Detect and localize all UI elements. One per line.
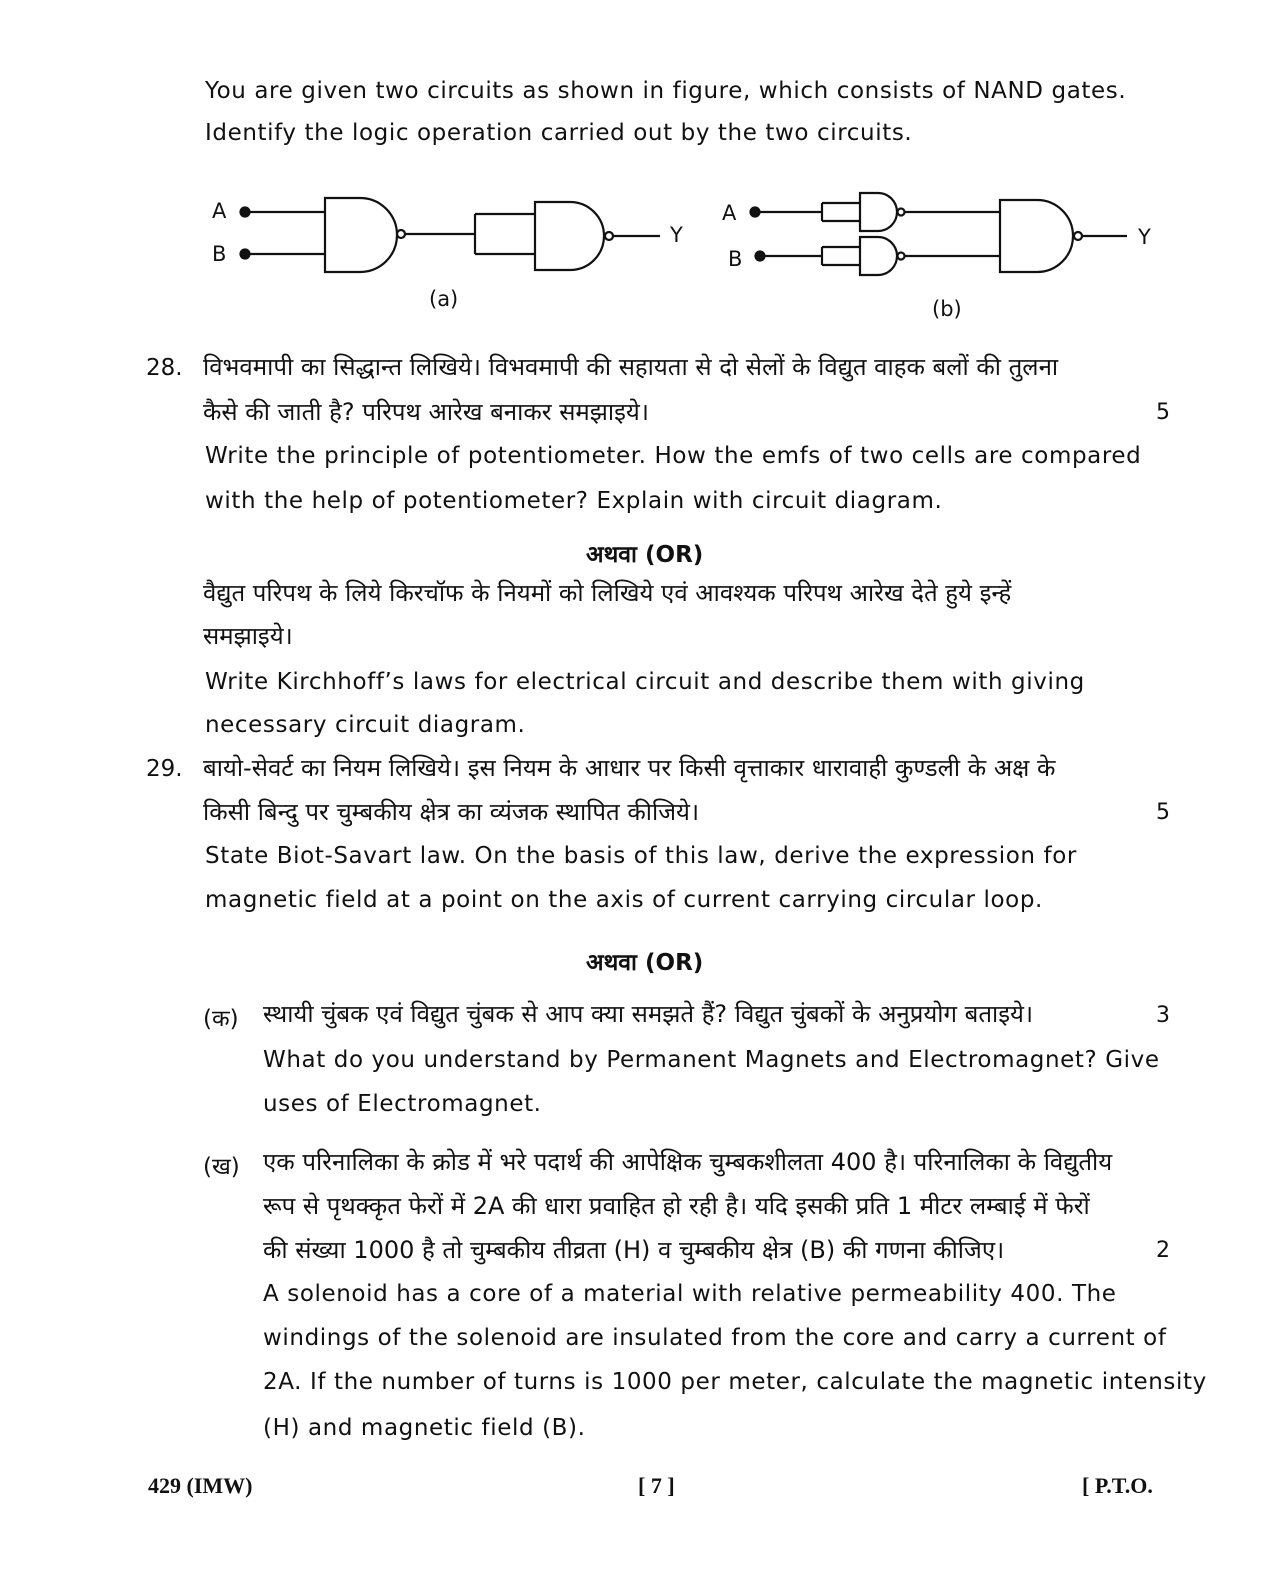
q28-alt-hindi-line-1: वैद्युत परिपथ के लिये किरचॉफ के नियमों को लिखिये एवं आवश्यक परिपथ आरेख देते हुये इन्हें <box>203 579 1012 607</box>
label-input-b-b: B <box>728 247 743 271</box>
caption-a: (a) <box>429 287 459 311</box>
circuit-b <box>751 193 1128 275</box>
nand-circuits-figure <box>0 0 1273 330</box>
q28-english-line-2: with the help of potentiometer? Explain with circuit diagram. <box>205 488 943 514</box>
q29-part-kha-english-line-4: (H) and magnetic field (B). <box>263 1415 586 1441</box>
intro-line-1: You are given two circuits as shown in figure, which consists of NAND gates. <box>205 78 1127 104</box>
q29-part-kha-label: (ख) <box>203 1154 240 1180</box>
q29-part-ka-label: (क) <box>203 1006 239 1032</box>
label-output-a: Y <box>670 223 683 247</box>
q28-hindi-line-1: विभवमापी का सिद्धान्त लिखिये। विभवमापी की सहायता से दो सेलों के विद्युत वाहक बलों की तुलना <box>203 353 1059 381</box>
label-output-b: Y <box>1138 225 1151 249</box>
q29-part-kha-marks: 2 <box>1156 1238 1170 1263</box>
q29-part-kha-hindi-line-2: रूप से पृथक्कृत फेरों में 2A की धारा प्रवाहित हो रही है। यदि इसकी प्रति 1 मीटर लम्बाई में फेरों <box>263 1192 1090 1220</box>
q29-part-ka-english-line-1: What do you understand by Permanent Magnets and Electromagnet? Give <box>263 1047 1160 1073</box>
q28-alt-hindi-line-2: समझाइये। <box>203 622 293 650</box>
label-input-a-b: A <box>722 201 737 225</box>
q29-english-line-2: magnetic field at a point on the axis of current carrying circular loop. <box>205 887 1043 913</box>
q28-hindi-line-2: कैसे की जाती है? परिपथ आरेख बनाकर समझाइये। <box>203 398 649 426</box>
q29-or-label: अथवा (OR) <box>586 950 704 976</box>
q28-number: 28. <box>146 355 183 381</box>
circuit-a <box>241 198 661 272</box>
caption-b: (b) <box>932 297 962 321</box>
label-input-a-a: A <box>212 199 227 223</box>
q29-part-kha-hindi-line-1: एक परिनालिका के क्रोड में भरे पदार्थ की आपेक्षिक चुम्बकशीलता 400 है। परिनालिका के विद्युतीय <box>263 1148 1113 1176</box>
q29-marks: 5 <box>1156 800 1170 825</box>
q29-hindi-line-1: बायो-सेवर्ट का नियम लिखिये। इस नियम के आधार पर किसी वृत्ताकार धारावाही कुण्डली के अक्ष के <box>203 754 1056 782</box>
footer-page-number: [ 7 ] <box>638 1473 675 1498</box>
q29-part-ka-marks: 3 <box>1156 1003 1170 1028</box>
label-input-b-a: B <box>212 242 227 266</box>
q29-part-kha-english-line-3: 2A. If the number of turns is 1000 per meter, calculate the magnetic intensity <box>263 1369 1207 1395</box>
q29-part-kha-hindi-line-3: की संख्या 1000 है तो चुम्बकीय तीव्रता (H) व चुम्बकीय क्षेत्र (B) की गणना कीजिए। <box>263 1236 1005 1264</box>
q28-english-line-1: Write the principle of potentiometer. How the emfs of two cells are compared <box>205 443 1142 469</box>
q28-marks: 5 <box>1156 400 1170 425</box>
q29-part-ka-english-line-2: uses of Electromagnet. <box>263 1091 542 1117</box>
intro-line-2: Identify the logic operation carried out by the two circuits. <box>205 120 913 146</box>
q29-part-kha-english-line-1: A solenoid has a core of a material with relative permeability 400. The <box>263 1281 1117 1307</box>
q28-alt-english-line-2: necessary circuit diagram. <box>205 712 526 738</box>
nand-gate-a2 <box>535 202 604 270</box>
q28-alt-english-line-1: Write Kirchhoff’s laws for electrical circuit and describe them with giving <box>205 669 1085 695</box>
q29-number: 29. <box>146 756 183 782</box>
q28-or-label: अथवा (OR) <box>586 542 704 568</box>
footer-pto: [ P.T.O. <box>1082 1473 1153 1498</box>
nand-gate-b2 <box>860 237 897 275</box>
q29-part-ka-hindi-line-1: स्थायी चुंबक एवं विद्युत चुंबक से आप क्या समझते हैं? विद्युत चुंबकों के अनुप्रयोग बताइये। <box>263 1000 1034 1028</box>
footer-paper-code: 429 (IMW) <box>148 1473 253 1498</box>
q29-english-line-1: State Biot-Savart law. On the basis of this law, derive the expression for <box>205 843 1077 869</box>
nand-gate-a1 <box>325 198 397 272</box>
q29-part-kha-english-line-2: windings of the solenoid are insulated from the core and carry a current of <box>263 1325 1167 1351</box>
q29-hindi-line-2: किसी बिन्दु पर चुम्बकीय क्षेत्र का व्यंजक स्थापित कीजिये। <box>203 798 700 826</box>
nand-gate-b3 <box>1000 200 1073 272</box>
nand-gate-b1 <box>860 193 897 231</box>
